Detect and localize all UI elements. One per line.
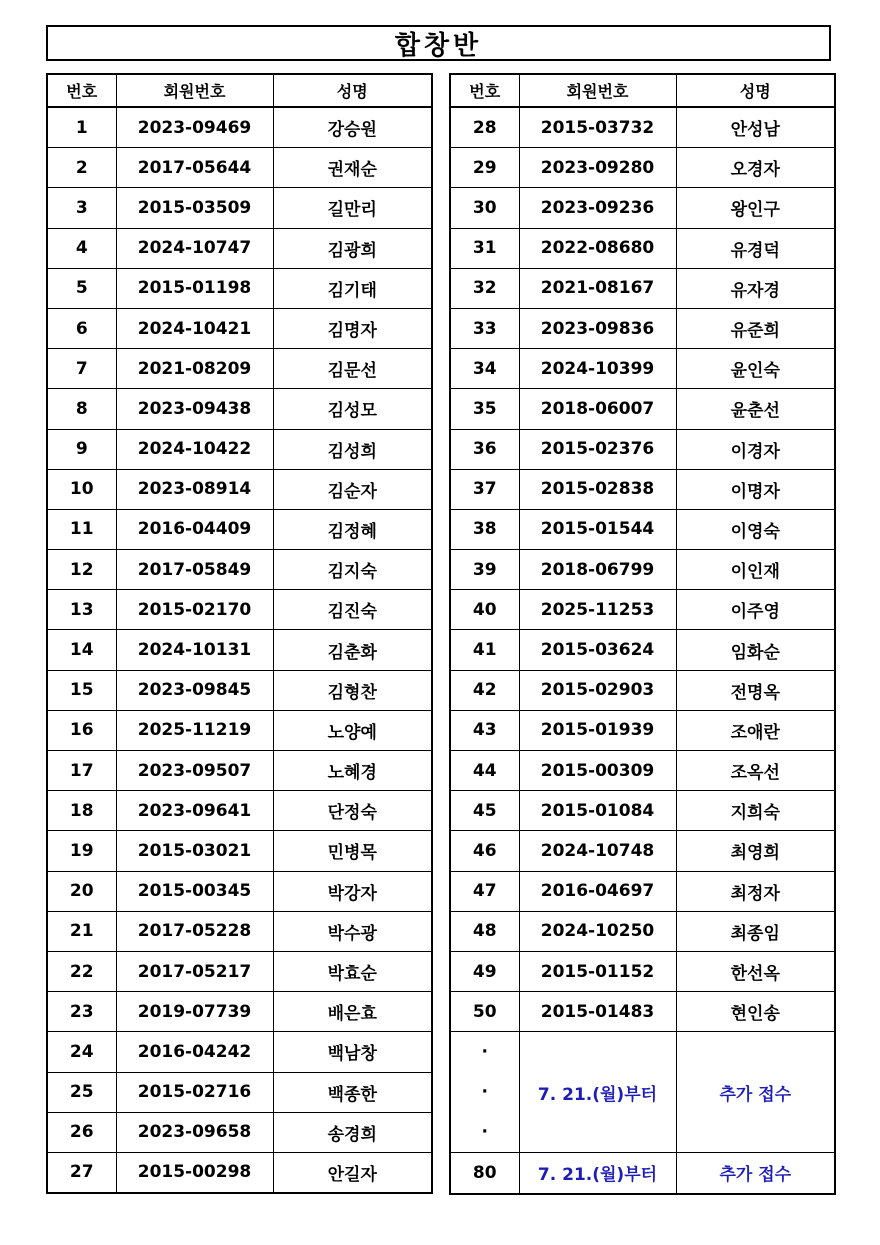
row-number: 80 xyxy=(450,1153,519,1194)
row-member-id: 2016-04409 xyxy=(116,509,273,549)
row-member-id: 2015-01939 xyxy=(519,710,676,750)
row-name: 이명자 xyxy=(676,469,835,509)
row-member-id: 2015-01198 xyxy=(116,268,273,308)
row-name: 최정자 xyxy=(676,871,835,911)
row-name: 전명옥 xyxy=(676,670,835,710)
row-number: 19 xyxy=(47,831,116,871)
table-row xyxy=(450,107,835,148)
table-row xyxy=(450,469,835,509)
row-number: 50 xyxy=(450,992,519,1032)
header-name: 성명 xyxy=(676,74,835,107)
row-name: 지희숙 xyxy=(676,791,835,831)
row-name: 노혜경 xyxy=(273,751,432,791)
table-row xyxy=(450,670,835,710)
row-member-id: 2015-03509 xyxy=(116,188,273,228)
row-name: 임화순 xyxy=(676,630,835,670)
row-member-id: 2015-02903 xyxy=(519,670,676,710)
header-number: 번호 xyxy=(450,74,519,107)
row-name: 이인재 xyxy=(676,550,835,590)
table-row xyxy=(47,268,432,308)
row-member-id: 2017-05849 xyxy=(116,550,273,590)
header-row xyxy=(450,74,835,107)
row-name: 김춘화 xyxy=(273,630,432,670)
table-row xyxy=(47,630,432,670)
row-member-id: 2017-05228 xyxy=(116,911,273,951)
row-name: 백남창 xyxy=(273,1032,432,1072)
row-name: 김순자 xyxy=(273,469,432,509)
row-name: 송경희 xyxy=(273,1112,432,1152)
row-number: 27 xyxy=(47,1152,116,1193)
row-member-id: 2025-11219 xyxy=(116,710,273,750)
continuation-date: 7. 21.(월)부터 xyxy=(519,1032,676,1153)
table-row xyxy=(450,268,835,308)
row-number: 10 xyxy=(47,469,116,509)
row-member-id: 2015-00345 xyxy=(116,871,273,911)
row-name: 권재순 xyxy=(273,148,432,188)
row-name: 김명자 xyxy=(273,308,432,348)
continuation-note: 추가 접수 xyxy=(676,1032,835,1153)
row-member-id: 2016-04697 xyxy=(519,871,676,911)
row-member-id: 2023-09658 xyxy=(116,1112,273,1152)
row-number: 34 xyxy=(450,349,519,389)
row-name: 길만리 xyxy=(273,188,432,228)
table-row xyxy=(47,228,432,268)
row-number: 13 xyxy=(47,590,116,630)
row-name: 김성모 xyxy=(273,389,432,429)
roster-table-left xyxy=(46,73,433,1194)
table-row xyxy=(450,389,835,429)
row-number: 48 xyxy=(450,911,519,951)
row-name: 김기태 xyxy=(273,268,432,308)
header-member-id: 회원번호 xyxy=(519,74,676,107)
roster-table-right xyxy=(449,73,836,1195)
row-member-id: 2018-06799 xyxy=(519,550,676,590)
row-name: 추가 접수 xyxy=(676,1153,835,1194)
table-row xyxy=(47,1072,432,1112)
row-name: 민병목 xyxy=(273,831,432,871)
row-name: 이주영 xyxy=(676,590,835,630)
table-row xyxy=(47,389,432,429)
row-number: 46 xyxy=(450,831,519,871)
row-number: 45 xyxy=(450,791,519,831)
table-row xyxy=(47,1032,432,1072)
row-member-id: 7. 21.(월)부터 xyxy=(519,1153,676,1194)
row-name: 최종임 xyxy=(676,911,835,951)
row-member-id: 2023-09280 xyxy=(519,148,676,188)
row-number: 17 xyxy=(47,751,116,791)
table-row xyxy=(450,791,835,831)
table-row xyxy=(47,509,432,549)
table-row xyxy=(47,349,432,389)
row-member-id: 2015-03021 xyxy=(116,831,273,871)
row-name: 유준희 xyxy=(676,308,835,348)
row-name: 조애란 xyxy=(676,710,835,750)
row-number: 40 xyxy=(450,590,519,630)
row-number: 11 xyxy=(47,509,116,549)
row-member-id: 2015-03624 xyxy=(519,630,676,670)
row-number: 1 xyxy=(47,107,116,148)
header-row xyxy=(47,74,432,107)
table-row xyxy=(450,188,835,228)
table-row xyxy=(450,509,835,549)
row-number: 28 xyxy=(450,107,519,148)
row-number: 36 xyxy=(450,429,519,469)
row-number: 3 xyxy=(47,188,116,228)
row-number: 31 xyxy=(450,228,519,268)
table-row xyxy=(450,630,835,670)
row-member-id: 2015-03732 xyxy=(519,107,676,148)
row-member-id: 2024-10422 xyxy=(116,429,273,469)
row-name: 노양예 xyxy=(273,710,432,750)
row-number: 32 xyxy=(450,268,519,308)
row-name: 강승원 xyxy=(273,107,432,148)
row-number: 6 xyxy=(47,308,116,348)
row-member-id: 2022-08680 xyxy=(519,228,676,268)
row-number: 49 xyxy=(450,951,519,991)
ellipsis-dot: · xyxy=(481,1122,488,1143)
row-number: 16 xyxy=(47,710,116,750)
table-row xyxy=(450,871,835,911)
table-row xyxy=(450,831,835,871)
table-row xyxy=(47,188,432,228)
ellipsis-dots xyxy=(450,1032,519,1153)
table-row xyxy=(450,951,835,991)
row-name: 김형찬 xyxy=(273,670,432,710)
row-member-id: 2015-01152 xyxy=(519,951,676,991)
row-member-id: 2023-09836 xyxy=(519,308,676,348)
table-row xyxy=(47,831,432,871)
table-row xyxy=(47,107,432,148)
row-member-id: 2021-08167 xyxy=(519,268,676,308)
row-name: 왕인구 xyxy=(676,188,835,228)
row-number: 20 xyxy=(47,871,116,911)
row-name: 유자경 xyxy=(676,268,835,308)
row-number: 29 xyxy=(450,148,519,188)
header-member-id: 회원번호 xyxy=(116,74,273,107)
row-name: 김문선 xyxy=(273,349,432,389)
header-name: 성명 xyxy=(273,74,432,107)
row-name: 안성남 xyxy=(676,107,835,148)
row-member-id: 2016-04242 xyxy=(116,1032,273,1072)
table-row xyxy=(47,1152,432,1193)
row-member-id: 2015-02838 xyxy=(519,469,676,509)
table-row xyxy=(450,751,835,791)
row-number: 15 xyxy=(47,670,116,710)
row-number: 38 xyxy=(450,509,519,549)
row-number: 39 xyxy=(450,550,519,590)
row-number: 18 xyxy=(47,791,116,831)
row-name: 김지숙 xyxy=(273,550,432,590)
table-row xyxy=(450,1153,835,1194)
row-member-id: 2024-10747 xyxy=(116,228,273,268)
table-row xyxy=(450,992,835,1032)
row-name: 한선옥 xyxy=(676,951,835,991)
row-number: 14 xyxy=(47,630,116,670)
ellipsis-dot: · xyxy=(481,1082,488,1103)
ellipsis-dot: · xyxy=(481,1042,488,1063)
row-number: 25 xyxy=(47,1072,116,1112)
row-name: 단정숙 xyxy=(273,791,432,831)
table-row xyxy=(47,1112,432,1152)
row-name: 이영숙 xyxy=(676,509,835,549)
row-member-id: 2024-10421 xyxy=(116,308,273,348)
row-number: 42 xyxy=(450,670,519,710)
row-name: 유경덕 xyxy=(676,228,835,268)
row-number: 26 xyxy=(47,1112,116,1152)
row-member-id: 2015-02170 xyxy=(116,590,273,630)
row-member-id: 2023-09438 xyxy=(116,389,273,429)
table-row xyxy=(47,992,432,1032)
row-member-id: 2015-01084 xyxy=(519,791,676,831)
row-name: 김성희 xyxy=(273,429,432,469)
table-row xyxy=(47,751,432,791)
row-name: 최영희 xyxy=(676,831,835,871)
row-member-id: 2024-10399 xyxy=(519,349,676,389)
row-member-id: 2015-02716 xyxy=(116,1072,273,1112)
table-row xyxy=(47,871,432,911)
row-member-id: 2023-09507 xyxy=(116,751,273,791)
page-title: 합창반 xyxy=(46,25,831,61)
row-member-id: 2015-00298 xyxy=(116,1152,273,1193)
header-number: 번호 xyxy=(47,74,116,107)
row-member-id: 2023-09641 xyxy=(116,791,273,831)
row-name: 배은효 xyxy=(273,992,432,1032)
row-name: 김광희 xyxy=(273,228,432,268)
table-row xyxy=(450,429,835,469)
row-member-id: 2015-01544 xyxy=(519,509,676,549)
row-number: 2 xyxy=(47,148,116,188)
row-number: 21 xyxy=(47,911,116,951)
row-number: 35 xyxy=(450,389,519,429)
table-row xyxy=(450,308,835,348)
row-member-id: 2025-11253 xyxy=(519,590,676,630)
row-name: 백종한 xyxy=(273,1072,432,1112)
row-member-id: 2024-10250 xyxy=(519,911,676,951)
table-row xyxy=(450,148,835,188)
row-name: 오경자 xyxy=(676,148,835,188)
table-row xyxy=(47,550,432,590)
table-row xyxy=(47,148,432,188)
row-number: 4 xyxy=(47,228,116,268)
row-member-id: 2015-02376 xyxy=(519,429,676,469)
row-number: 24 xyxy=(47,1032,116,1072)
table-row xyxy=(47,429,432,469)
row-name: 조옥선 xyxy=(676,751,835,791)
row-number: 47 xyxy=(450,871,519,911)
row-name: 김정혜 xyxy=(273,509,432,549)
table-row xyxy=(47,911,432,951)
row-number: 44 xyxy=(450,751,519,791)
table-row xyxy=(450,228,835,268)
row-member-id: 2024-10748 xyxy=(519,831,676,871)
row-number: 37 xyxy=(450,469,519,509)
table-row xyxy=(47,670,432,710)
row-member-id: 2015-01483 xyxy=(519,992,676,1032)
table-row xyxy=(47,791,432,831)
row-member-id: 2023-09845 xyxy=(116,670,273,710)
row-number: 12 xyxy=(47,550,116,590)
table-row xyxy=(47,590,432,630)
table-row xyxy=(47,951,432,991)
row-name: 이경자 xyxy=(676,429,835,469)
row-member-id: 2015-00309 xyxy=(519,751,676,791)
row-name: 박효순 xyxy=(273,951,432,991)
row-name: 박강자 xyxy=(273,871,432,911)
row-number: 30 xyxy=(450,188,519,228)
row-member-id: 2019-07739 xyxy=(116,992,273,1032)
table-row xyxy=(450,550,835,590)
row-member-id: 2021-08209 xyxy=(116,349,273,389)
table-row xyxy=(450,911,835,951)
row-number: 43 xyxy=(450,710,519,750)
row-member-id: 2023-09469 xyxy=(116,107,273,148)
row-name: 윤인숙 xyxy=(676,349,835,389)
row-number: 7 xyxy=(47,349,116,389)
table-row xyxy=(450,349,835,389)
row-number: 41 xyxy=(450,630,519,670)
row-member-id: 2017-05644 xyxy=(116,148,273,188)
row-number: 8 xyxy=(47,389,116,429)
row-number: 33 xyxy=(450,308,519,348)
table-row xyxy=(47,308,432,348)
row-member-id: 2023-09236 xyxy=(519,188,676,228)
table-row xyxy=(47,469,432,509)
row-name: 윤춘선 xyxy=(676,389,835,429)
row-number: 9 xyxy=(47,429,116,469)
row-name: 박수광 xyxy=(273,911,432,951)
row-number: 23 xyxy=(47,992,116,1032)
row-number: 5 xyxy=(47,268,116,308)
row-name: 현인송 xyxy=(676,992,835,1032)
table-row xyxy=(47,710,432,750)
row-name: 김진숙 xyxy=(273,590,432,630)
row-member-id: 2018-06007 xyxy=(519,389,676,429)
row-name: 안길자 xyxy=(273,1152,432,1193)
row-number: 22 xyxy=(47,951,116,991)
row-member-id: 2017-05217 xyxy=(116,951,273,991)
table-row xyxy=(450,710,835,750)
table-row xyxy=(450,590,835,630)
row-member-id: 2024-10131 xyxy=(116,630,273,670)
row-member-id: 2023-08914 xyxy=(116,469,273,509)
